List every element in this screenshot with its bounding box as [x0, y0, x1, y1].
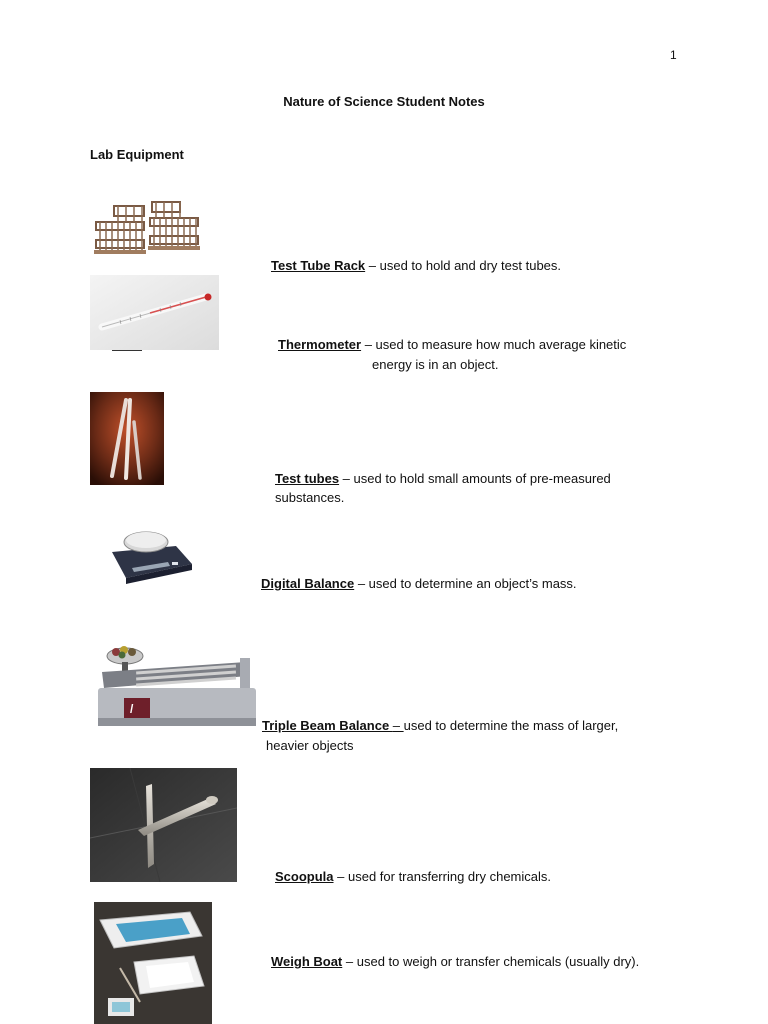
thermometer-image: [90, 275, 219, 350]
entry-scoopula: [275, 867, 551, 886]
entry-description: used to determine the mass of larger,: [403, 718, 619, 733]
entry-description: used to measure how much average kinetic: [375, 337, 627, 352]
entry-thermometer-continued: energy is in an object.: [372, 357, 499, 372]
section-heading: Lab Equipment: [90, 147, 184, 162]
entry-term: Test Tube Rack: [271, 258, 366, 273]
weigh-boat-image: [94, 902, 212, 1024]
digital-balance-image: [106, 524, 194, 584]
test-tube-rack-image: [92, 196, 202, 258]
entry-term: Thermometer: [278, 337, 362, 352]
document-title: Nature of Science Student Notes: [283, 94, 485, 109]
entry-description: used to weigh or transfer chemicals (usually dry).: [356, 954, 640, 969]
entry-digital-balance: [261, 574, 577, 593]
entry-separator: –: [365, 258, 380, 273]
test-tubes-image: [90, 392, 164, 485]
entry-separator: –: [361, 337, 376, 352]
entry-test-tube-rack: [271, 256, 561, 275]
entry-term: Scoopula: [275, 869, 334, 884]
entry-description: used to determine an object’s mass.: [368, 576, 577, 591]
entry-separator: –: [342, 954, 357, 969]
entry-weigh-boat: [271, 952, 639, 971]
underline-mark: [112, 350, 142, 351]
entry-test-tubes: [275, 469, 611, 488]
triple-beam-balance-image: [96, 644, 259, 732]
page-number: 1: [670, 48, 677, 62]
entry-separator: –: [333, 869, 348, 884]
entry-thermometer: [278, 335, 626, 354]
entry-term: Test tubes: [275, 471, 340, 486]
entry-test-tubes-continued: substances.: [275, 490, 345, 505]
entry-separator: –: [339, 471, 354, 486]
entry-separator: –: [392, 718, 404, 733]
entry-separator: –: [354, 576, 369, 591]
scoopula-image: [90, 768, 237, 882]
entry-triple-beam-balance-continued: heavier objects: [266, 738, 354, 753]
brand-logo-mark: /: [130, 702, 134, 716]
entry-term: Digital Balance: [261, 576, 355, 591]
entry-description: used to hold small amounts of pre-measured: [353, 471, 611, 486]
entry-description: used to hold and dry test tubes.: [379, 258, 562, 273]
entry-description: used for transferring dry chemicals.: [347, 869, 552, 884]
entry-triple-beam-balance: [262, 716, 618, 735]
entry-term: Weigh Boat: [271, 954, 343, 969]
entry-term: Triple Beam Balance: [262, 718, 393, 733]
